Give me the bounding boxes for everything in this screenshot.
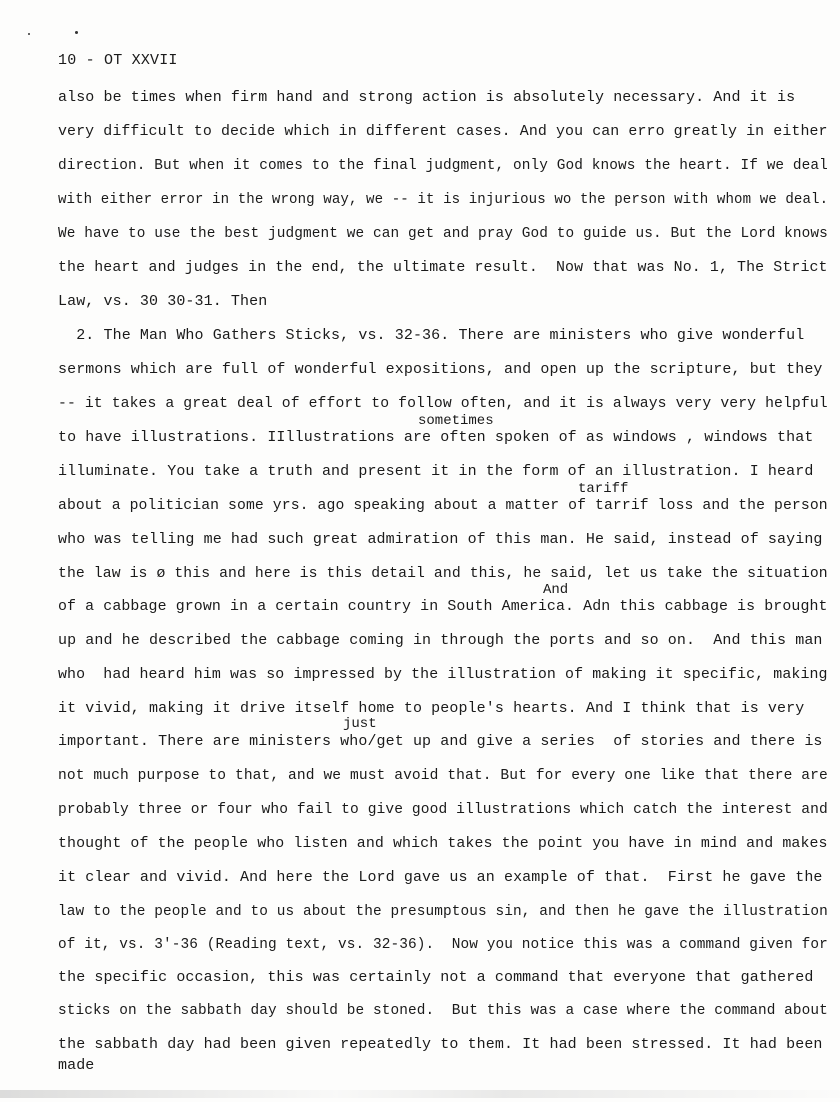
scan-edge-smudge bbox=[0, 1090, 840, 1098]
text-line: up and he described the cabbage coming in through the ports and so on. And this man bbox=[58, 632, 823, 649]
text-line: Law, vs. 30 30-31. Then bbox=[58, 293, 268, 310]
paper-speck bbox=[75, 31, 78, 34]
text-line: of it, vs. 3'-36 (Reading text, vs. 32-36). Now you notice this was a command given for bbox=[58, 936, 828, 953]
text-line: about a politician some yrs. ago speaking about a matter of tarrif loss and the person bbox=[58, 497, 828, 514]
text-line: direction. But when it comes to the final judgment, only God knows the heart. If we deal bbox=[58, 157, 828, 174]
text-line: made bbox=[58, 1057, 95, 1074]
text-line: law to the people and to us about the presumptous sin, and then he gave the illustration bbox=[58, 903, 828, 920]
text-line: -- it takes a great deal of effort to follow often, and it is always very very helpful bbox=[58, 395, 828, 412]
text-line: sticks on the sabbath day should be stoned. But this was a case where the command about bbox=[58, 1002, 828, 1019]
text-line: not much purpose to that, and we must avoid that. But for every one like that there are bbox=[58, 767, 828, 784]
handwritten-insertion: just bbox=[343, 716, 377, 732]
text-line: it vivid, making it drive itself home to people's hearts. And I think that is very bbox=[58, 700, 805, 717]
text-line: thought of the people who listen and which takes the point you have in mind and makes bbox=[58, 835, 828, 852]
paper-speck bbox=[28, 33, 30, 35]
text-line: who was telling me had such great admiration of this man. He said, instead of saying bbox=[58, 531, 823, 548]
text-line: with either error in the wrong way, we -- it is injurious wo the person with whom we deal. bbox=[58, 191, 829, 208]
text-line: the heart and judges in the end, the ultimate result. Now that was No. 1, The Strict bbox=[58, 259, 828, 276]
page-header: 10 - OT XXVII bbox=[58, 52, 178, 69]
handwritten-insertion: And bbox=[543, 582, 569, 598]
text-line: illuminate. You take a truth and present it in the form of an illustration. I heard bbox=[58, 463, 814, 480]
text-line: 2. The Man Who Gathers Sticks, vs. 32-36. There are ministers who give wonderful bbox=[58, 327, 805, 344]
text-line: sermons which are full of wonderful expositions, and open up the scripture, but they bbox=[58, 361, 823, 378]
text-line: the sabbath day had been given repeatedly to them. It had been stressed. It had been bbox=[58, 1036, 823, 1053]
text-line: We have to use the best judgment we can get and pray God to guide us. But the Lord knows bbox=[58, 225, 828, 242]
text-line: to have illustrations. IIllustrations are often spoken of as windows , windows that bbox=[58, 429, 814, 446]
text-line: very difficult to decide which in different cases. And you can erro greatly in either bbox=[58, 123, 828, 140]
handwritten-insertion: sometimes bbox=[418, 413, 494, 429]
text-line: also be times when firm hand and strong action is absolutely necessary. And it is bbox=[58, 89, 796, 106]
text-line: the specific occasion, this was certainly not a command that everyone that gathered bbox=[58, 969, 814, 986]
text-line: probably three or four who fail to give good illustrations which catch the interest and bbox=[58, 801, 828, 818]
text-line: who had heard him was so impressed by the illustration of making it specific, making bbox=[58, 666, 828, 683]
text-line: of a cabbage grown in a certain country in South America. Adn this cabbage is brought bbox=[58, 598, 828, 615]
text-line: the law is ø this and here is this detail and this, he said, let us take the situation bbox=[58, 565, 828, 582]
text-line: it clear and vivid. And here the Lord gave us an example of that. First he gave the bbox=[58, 869, 823, 886]
handwritten-insertion: tariff bbox=[578, 481, 629, 497]
text-line: important. There are ministers who/get up and give a series of stories and there is bbox=[58, 733, 823, 750]
